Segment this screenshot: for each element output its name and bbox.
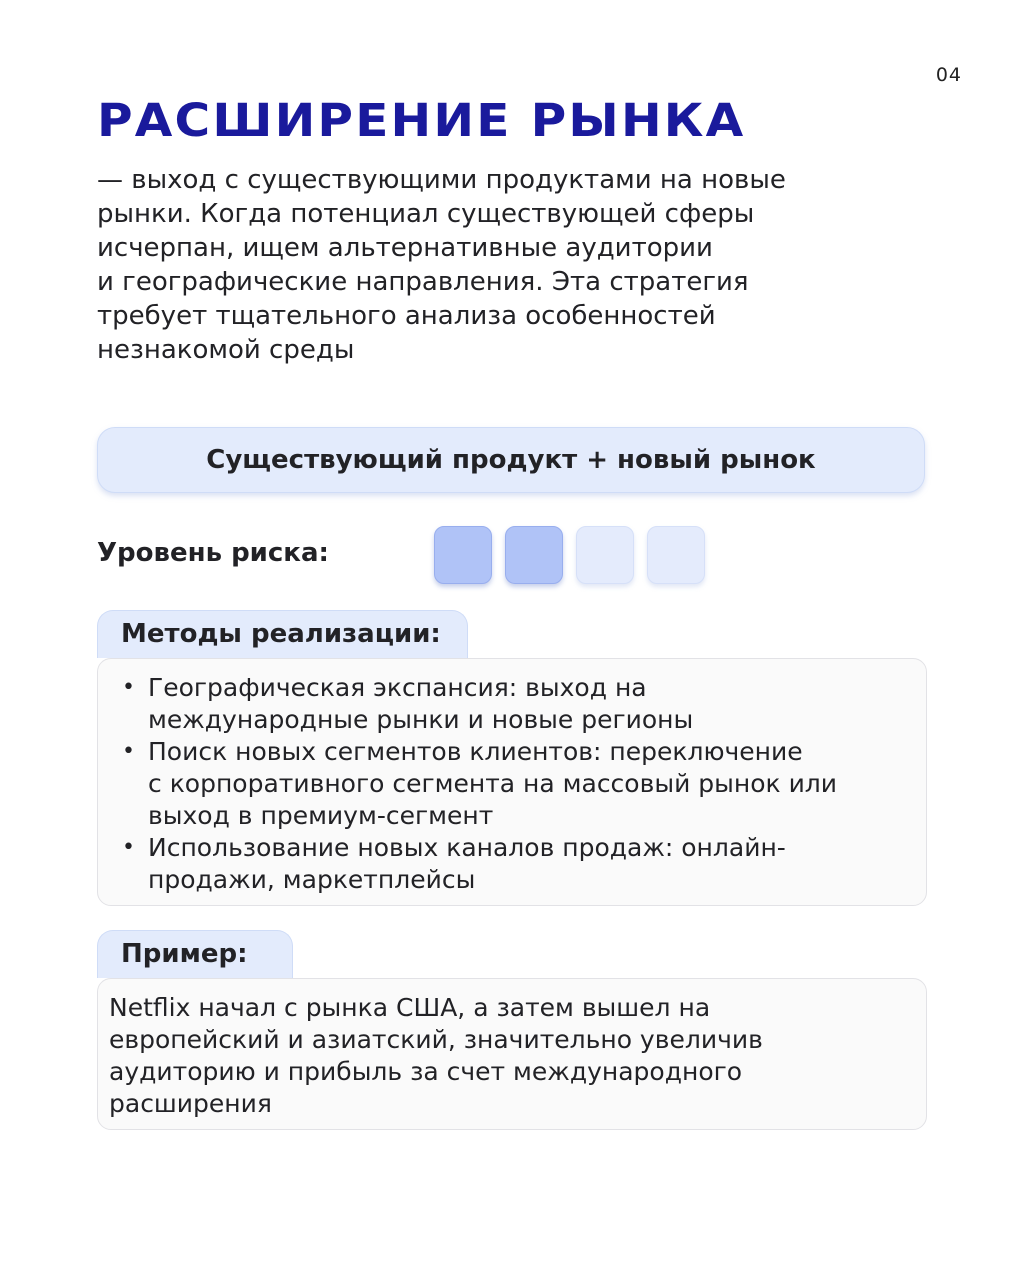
risk-level-indicator [434,526,705,584]
methods-list [120,672,906,896]
methods-box [97,658,927,906]
risk-square [576,526,634,584]
example-box [97,978,927,1130]
formula-banner [97,427,925,493]
risk-square [647,526,705,584]
example-heading-tab [97,930,293,978]
bullet-icon: • [122,835,135,860]
page-title: РАСШИРЕНИЕ РЫНКА [97,94,746,147]
methods-heading: Методы реализации: [121,619,441,649]
list-item [120,736,906,832]
page-number: 04 [935,64,962,86]
method-text: Использование новых каналов продаж: онлайн- продажи, маркетплейсы [148,833,786,894]
methods-heading-tab [97,610,468,658]
risk-level-label: Уровень риска: [97,538,329,568]
method-text: Географическая экспансия: выход на международные рынки и новые регионы [148,673,694,734]
formula-text: Существующий продукт + новый рынок [206,445,816,475]
list-item [120,832,906,896]
list-item [120,672,906,736]
example-heading: Пример: [121,939,248,969]
bullet-icon: • [122,739,135,764]
risk-square [505,526,563,584]
method-text: Поиск новых сегментов клиентов: переключение с корпоративного сегмента на массовый рынок или выход в премиум-сегмент [148,737,838,830]
bullet-icon: • [122,675,135,700]
example-text: Netflix начал с рынка США, а затем вышел на европейский и азиатский, значительно увеличив аудиторию и прибыль за счет международного расширения [109,993,763,1118]
risk-square [434,526,492,584]
intro-paragraph: — выход с существующими продуктами на новые рынки. Когда потенциал существующей сферы исчерпан, ищем альтернативные аудитории и географические направления. Эта стратегия требует тщательного анализа особенностей незнакомой среды [97,165,786,365]
